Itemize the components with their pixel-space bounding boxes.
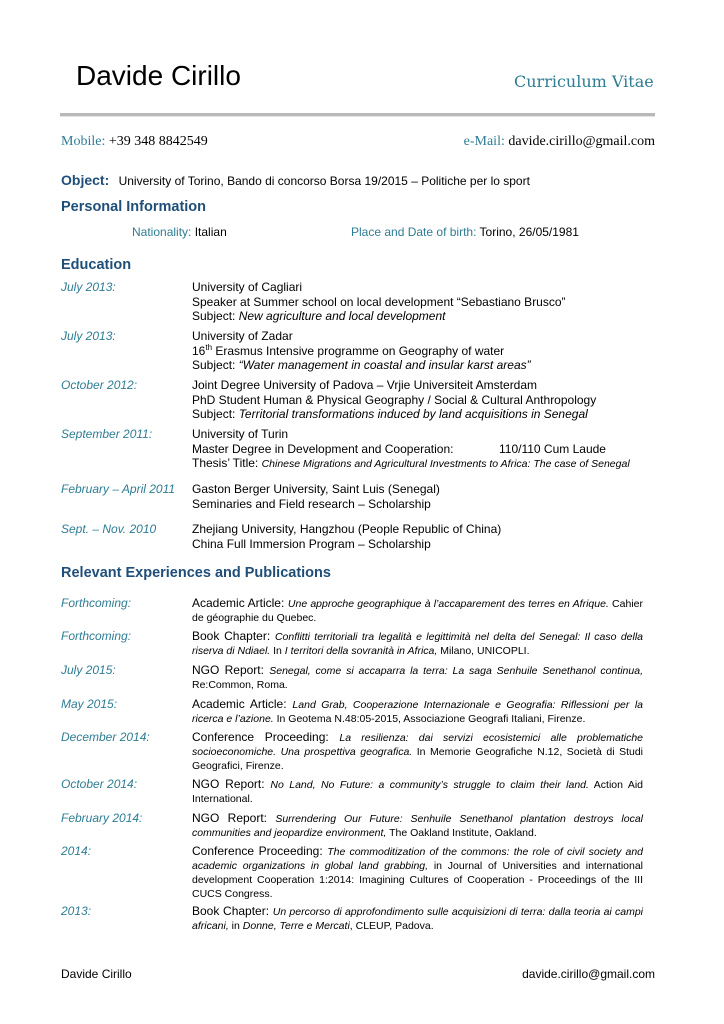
education-subject: Subject: New agriculture and local development — [192, 309, 446, 323]
education-line: Joint Degree University of Padova – Vrjie Universiteit Amsterdam — [192, 378, 538, 392]
education-date: February – April 2011 — [61, 482, 176, 496]
birth — [351, 225, 579, 239]
education-line: Gaston Berger University, Saint Luis (Senegal) — [192, 482, 440, 496]
education-line: Speaker at Summer school on local development “Sebastiano Brusco” — [192, 294, 566, 309]
cv-name: Davide Cirillo — [76, 60, 241, 91]
education-subject: Subject: “Water management in coastal and insular karst areas” — [192, 358, 531, 372]
publication-date: July 2015: — [61, 663, 116, 677]
education-line: Master Degree in Development and Cooperation: 110/110 Cum Laude — [192, 441, 606, 456]
publication-date: 2013: — [61, 904, 92, 918]
education-thesis: Thesis’ Title: Chinese Migrations and Agricultural Investments to Africa: The case of Senegal — [192, 456, 630, 470]
object-line — [61, 172, 530, 188]
birth-label: Place and Date of birth: — [351, 225, 477, 239]
publication-date: Forthcoming: — [61, 596, 132, 610]
object-text: University of Torino, Bando di concorso Borsa 19/2015 – Politiche per lo sport — [118, 174, 530, 188]
email-label: e-Mail: — [463, 134, 505, 149]
education-line: University of Zadar — [192, 329, 293, 343]
education-date: Sept. – Nov. 2010 — [61, 522, 157, 536]
education-date: September 2011: — [61, 427, 153, 441]
education-date: July 2013: — [61, 280, 116, 294]
publication-date: Forthcoming: — [61, 629, 132, 643]
nationality — [132, 225, 227, 239]
personal-heading: Personal Information — [61, 199, 207, 215]
education-line: University of Turin — [192, 427, 289, 441]
education-line: China Full Immersion Program – Scholarship — [192, 536, 431, 551]
cv-label: Curriculum Vitae — [514, 72, 654, 91]
education-line: University of Cagliari — [192, 280, 303, 294]
publication-date: 2014: — [61, 844, 92, 858]
publication-date: May 2015: — [61, 697, 118, 711]
education-date: July 2013: — [61, 329, 116, 343]
nationality-label: Nationality: — [132, 225, 192, 239]
mobile-contact — [61, 134, 208, 150]
publication-date: December 2014: — [61, 730, 150, 744]
relevant-heading: Relevant Experiences and Publications — [61, 565, 331, 581]
footer-email: davide.cirillo@gmail.com — [522, 967, 655, 981]
mobile-label: Mobile: — [61, 134, 106, 149]
education-subject: Subject: Territorial transformations induced by land acquisitions in Senegal — [192, 407, 588, 421]
education-date: October 2012: — [61, 378, 138, 392]
footer-name: Davide Cirillo — [61, 967, 132, 981]
education-grade: 110/110 Cum Laude — [499, 441, 606, 456]
education-line: Zhejiang University, Hangzhou (People Republic of China) — [192, 522, 502, 536]
publication-date: February 2014: — [61, 811, 143, 825]
mobile-number: +39 348 8842549 — [108, 134, 208, 149]
email-contact — [464, 134, 655, 150]
education-heading: Education — [61, 257, 132, 273]
email-address[interactable]: davide.cirillo@gmail.com — [508, 134, 655, 149]
publication-date: October 2014: — [61, 777, 138, 791]
header-divider — [60, 113, 655, 117]
nationality-value: Italian — [194, 225, 227, 239]
education-line: PhD Student Human & Physical Geography / Social & Cultural Anthropology — [192, 392, 597, 407]
education-line: Seminaries and Field research – Scholarship — [192, 496, 431, 511]
birth-value: Torino, 26/05/1981 — [479, 225, 579, 239]
object-label: Object: — [61, 172, 110, 188]
education-line: 16th Erasmus Intensive programme on Geography of water — [192, 342, 505, 358]
